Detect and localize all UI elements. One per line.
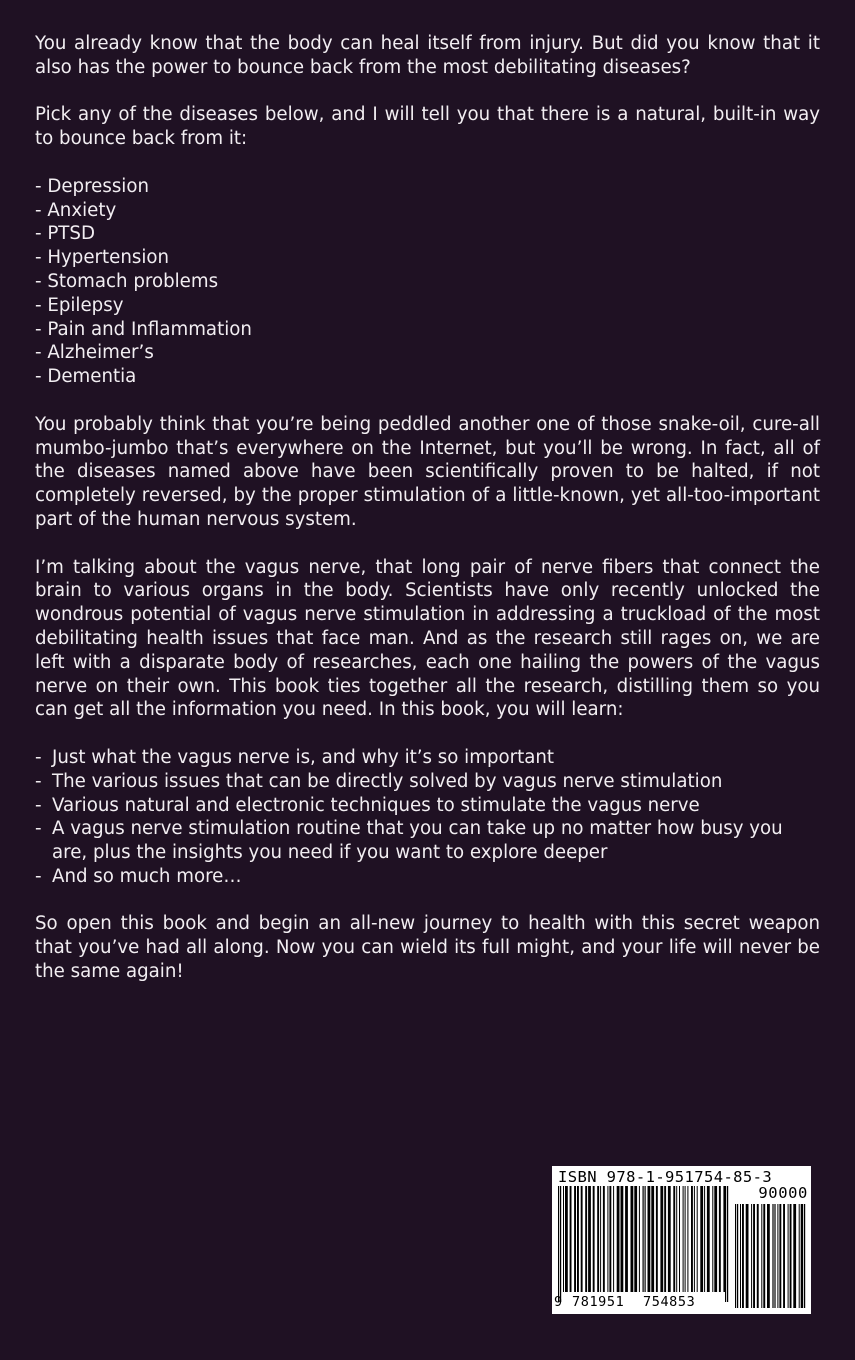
barcode-bar: [625, 1186, 628, 1292]
list-item-text: The various issues that can be directly solved by vagus nerve stimulation: [52, 770, 723, 792]
barcode-bar: [621, 1186, 624, 1292]
list-item: - PTSD: [35, 223, 95, 245]
barcode-bar: [634, 1186, 637, 1292]
barcode-bar: [617, 1186, 620, 1292]
list-item: - Dementia: [35, 366, 137, 388]
barcode-bar: [691, 1186, 693, 1292]
barcode-bar: [704, 1186, 705, 1292]
list-item: - Epilepsy: [35, 294, 124, 316]
intro-paragraph-2: Pick any of the diseases below, and I will tell you that there is a natural, built-in way to bounce back from it:: [35, 104, 820, 150]
list-item: - Pain and Inflammation: [35, 318, 252, 340]
list-item-text: A vagus nerve stimulation routine that you can take up no matter how busy you are, plus the insights you need if you want to explore deeper: [52, 818, 783, 864]
barcode-bar: [613, 1186, 614, 1292]
barcode-bar: [700, 1186, 703, 1292]
barcode-bar: [712, 1186, 713, 1292]
barcode-bar: [631, 1186, 634, 1292]
ean-barcode-bars: [556, 1186, 730, 1304]
ean-left-digits: 781951: [572, 1294, 625, 1310]
list-item: [35, 746, 820, 770]
barcode-bar: [609, 1186, 611, 1292]
barcode-bar: [656, 1186, 658, 1292]
barcode-guard-bar: [645, 1186, 646, 1302]
barcode-bar: [648, 1186, 651, 1292]
list-item: [35, 770, 820, 794]
barcode-bar: [588, 1186, 591, 1292]
barcode-bar: [585, 1186, 587, 1292]
list-item: - Anxiety: [35, 199, 117, 221]
price-code: 90000: [758, 1184, 808, 1202]
barcode-bar: [565, 1186, 568, 1292]
ean-first-digit: 9: [554, 1294, 563, 1310]
bullet-dash: -: [35, 770, 42, 792]
barcode-guard-bar: [725, 1186, 726, 1302]
list-item: [35, 817, 820, 865]
barcode-bar: [683, 1186, 684, 1292]
barcode-bar: [577, 1186, 579, 1292]
barcode-bar: [563, 1186, 564, 1292]
list-item: - Stomach problems: [35, 270, 219, 292]
closing-paragraph: So open this book and begin an all-new journey to health with this secret weapon that you’ve had all along. Now you can wield its full might, and your life will never be the same again!: [35, 913, 820, 983]
list-item-text: Just what the vagus nerve is, and why it’s so important: [52, 746, 555, 768]
barcode-bar: [607, 1186, 608, 1292]
body-paragraph-4: I’m talking about the vagus nerve, that long pair of nerve fibers that connect the brain to various organs in the body. Scientists have only recently unlocked the wondrous potential of vagus nerve stimulation in addressing a truckload of the most debilitating health issues that face man. And as the research still rages on, we are left with a disparate body of researches, each one hailing the powers of the vagus nerve on their own. This book ties together all the research, distilling them so you can get all the information you need. In this book, you will learn:: [35, 556, 820, 721]
list-item-text: And so much more…: [52, 865, 242, 887]
barcode-bar: [664, 1186, 666, 1292]
list-item-text: Various natural and electronic techniques to stimulate the vagus nerve: [52, 794, 700, 816]
bullet-dash: -: [35, 794, 42, 816]
intro-paragraph-1: You already know that the body can heal itself from injury. But did you know that it also has the power to bounce back from the most debilitating diseases?: [35, 33, 820, 78]
barcode-bar: [639, 1186, 640, 1292]
barcode-bar: [593, 1186, 595, 1292]
barcode-bar: [651, 1186, 654, 1292]
barcode-bar: [707, 1186, 710, 1292]
barcode-bar: [673, 1186, 675, 1292]
barcode-guard-bar: [727, 1186, 728, 1302]
barcode-guard-bar: [643, 1186, 644, 1302]
disease-list: [35, 175, 820, 389]
learn-list: [35, 746, 820, 889]
list-item: - Depression: [35, 175, 150, 197]
isbn-label: ISBN 978-1-951754-85-3: [558, 1168, 773, 1186]
barcode-bar: [679, 1186, 680, 1292]
barcode-bar: [687, 1186, 688, 1292]
barcode-bar: [697, 1186, 698, 1292]
barcode-guard-bar: [558, 1186, 559, 1302]
barcode-bar: [714, 1186, 717, 1292]
ean-digits: [552, 1292, 811, 1312]
isbn-barcode: [552, 1166, 811, 1314]
list-item: - Hypertension: [35, 247, 170, 269]
bullet-dash: -: [35, 818, 42, 840]
barcode-bar: [685, 1186, 686, 1292]
list-item: [35, 865, 820, 889]
ean-right-digits: 754853: [643, 1294, 696, 1310]
barcode-bar: [668, 1186, 671, 1292]
barcode-bar: [719, 1186, 721, 1292]
barcode-bar: [570, 1186, 572, 1292]
bullet-dash: -: [35, 865, 42, 887]
barcode-bar: [660, 1186, 663, 1292]
barcode-bar: [694, 1186, 695, 1292]
body-paragraph-3: You probably think that you’re being peddled another one of those snake-oil, cure-all mumbo-jumbo that’s everywhere on the Internet, but you’ll be wrong. In fact, all of the diseases named above have been scientifically proven to be halted, if not completely reversed, by the proper stimulation of a little-known, yet all-too-important part of the human nervous system.: [35, 413, 820, 530]
barcode-bar: [676, 1186, 677, 1292]
back-cover-text: [35, 32, 820, 1008]
bullet-dash: -: [35, 746, 42, 768]
barcode-bar: [600, 1186, 601, 1292]
barcode-bar: [597, 1186, 599, 1292]
barcode-bar: [574, 1186, 576, 1292]
list-item: - Alzheimer’s: [35, 342, 154, 364]
barcode-bar: [603, 1186, 605, 1292]
list-item: [35, 794, 820, 818]
barcode-guard-bar: [560, 1186, 561, 1302]
barcode-bar: [581, 1186, 583, 1292]
